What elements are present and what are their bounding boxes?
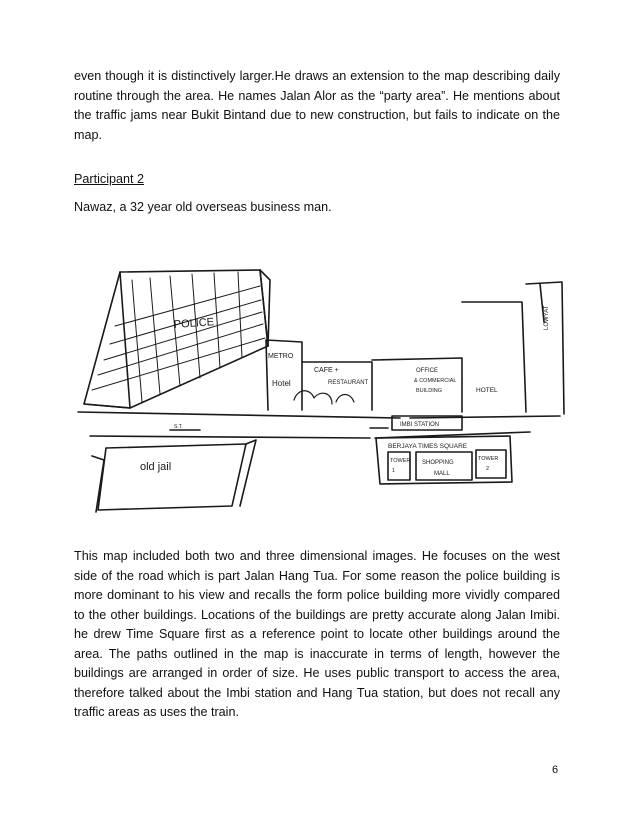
label-restaurant: RESTAURANT [328,380,369,386]
page-number: 6 [552,764,559,776]
label-metro-hotel: Hotel [272,379,291,388]
label-tower2-num: 2 [486,466,490,472]
label-imbi-station: IMBI STATION [400,422,440,428]
label-metro: METRO [268,353,294,360]
label-shopping: SHOPPING [422,460,454,466]
mental-map-sketch [70,262,570,522]
label-hotel: HOTEL [476,387,498,394]
participant-description: Nawaz, a 32 year old overseas business man. [74,200,332,214]
label-old-jail: old jail [140,461,172,473]
label-commercial: & COMMERCIAL [414,378,457,384]
label-tower1-num: 1 [392,468,396,474]
label-building: BUILDING [416,388,442,394]
label-tower1: TOWER [390,458,411,464]
label-mall: MALL [434,471,450,477]
label-station-small: S.T. [174,424,183,430]
label-lowyat: LOWYAT [544,305,550,330]
paragraph-intro: even though it is distinctively larger.He draws an extension to the map describing daily routine through the area. He names Jalan Alor as the “party area”. He mentions about the traffic jams near Bukit Bintand due to new construction, but fails to indicate on the map. [74,69,560,142]
label-cafe: CAFE + [314,367,339,374]
participant-heading: Participant 2 [74,172,145,186]
label-police: POLICE [173,316,215,331]
label-tower2: TOWER [478,456,499,462]
paragraph-analysis: This map included both two and three dimensional images. He focuses on the west side of the road which is part Jalan Hang Tua. For some reason the police building is more dominant to his view and recalls the form police building more vividly compared to the other buildings. Locations of the buildings are pretty accurate along Jalan Imibi. he drew Time Square first as a reference point to locate other buildings around the area. The paths outlined in the map is inaccurate in terms of length, however the buildings are arranged in order of size. He uses public transport to access the area, therefore talked about the Imbi station and Hang Tua station, but does not recall any traffic areas as uses the train. [74,549,560,719]
label-office: OFFICE [416,368,438,374]
label-berjaya: BERJAYA TIMES SQUARE [388,443,468,450]
